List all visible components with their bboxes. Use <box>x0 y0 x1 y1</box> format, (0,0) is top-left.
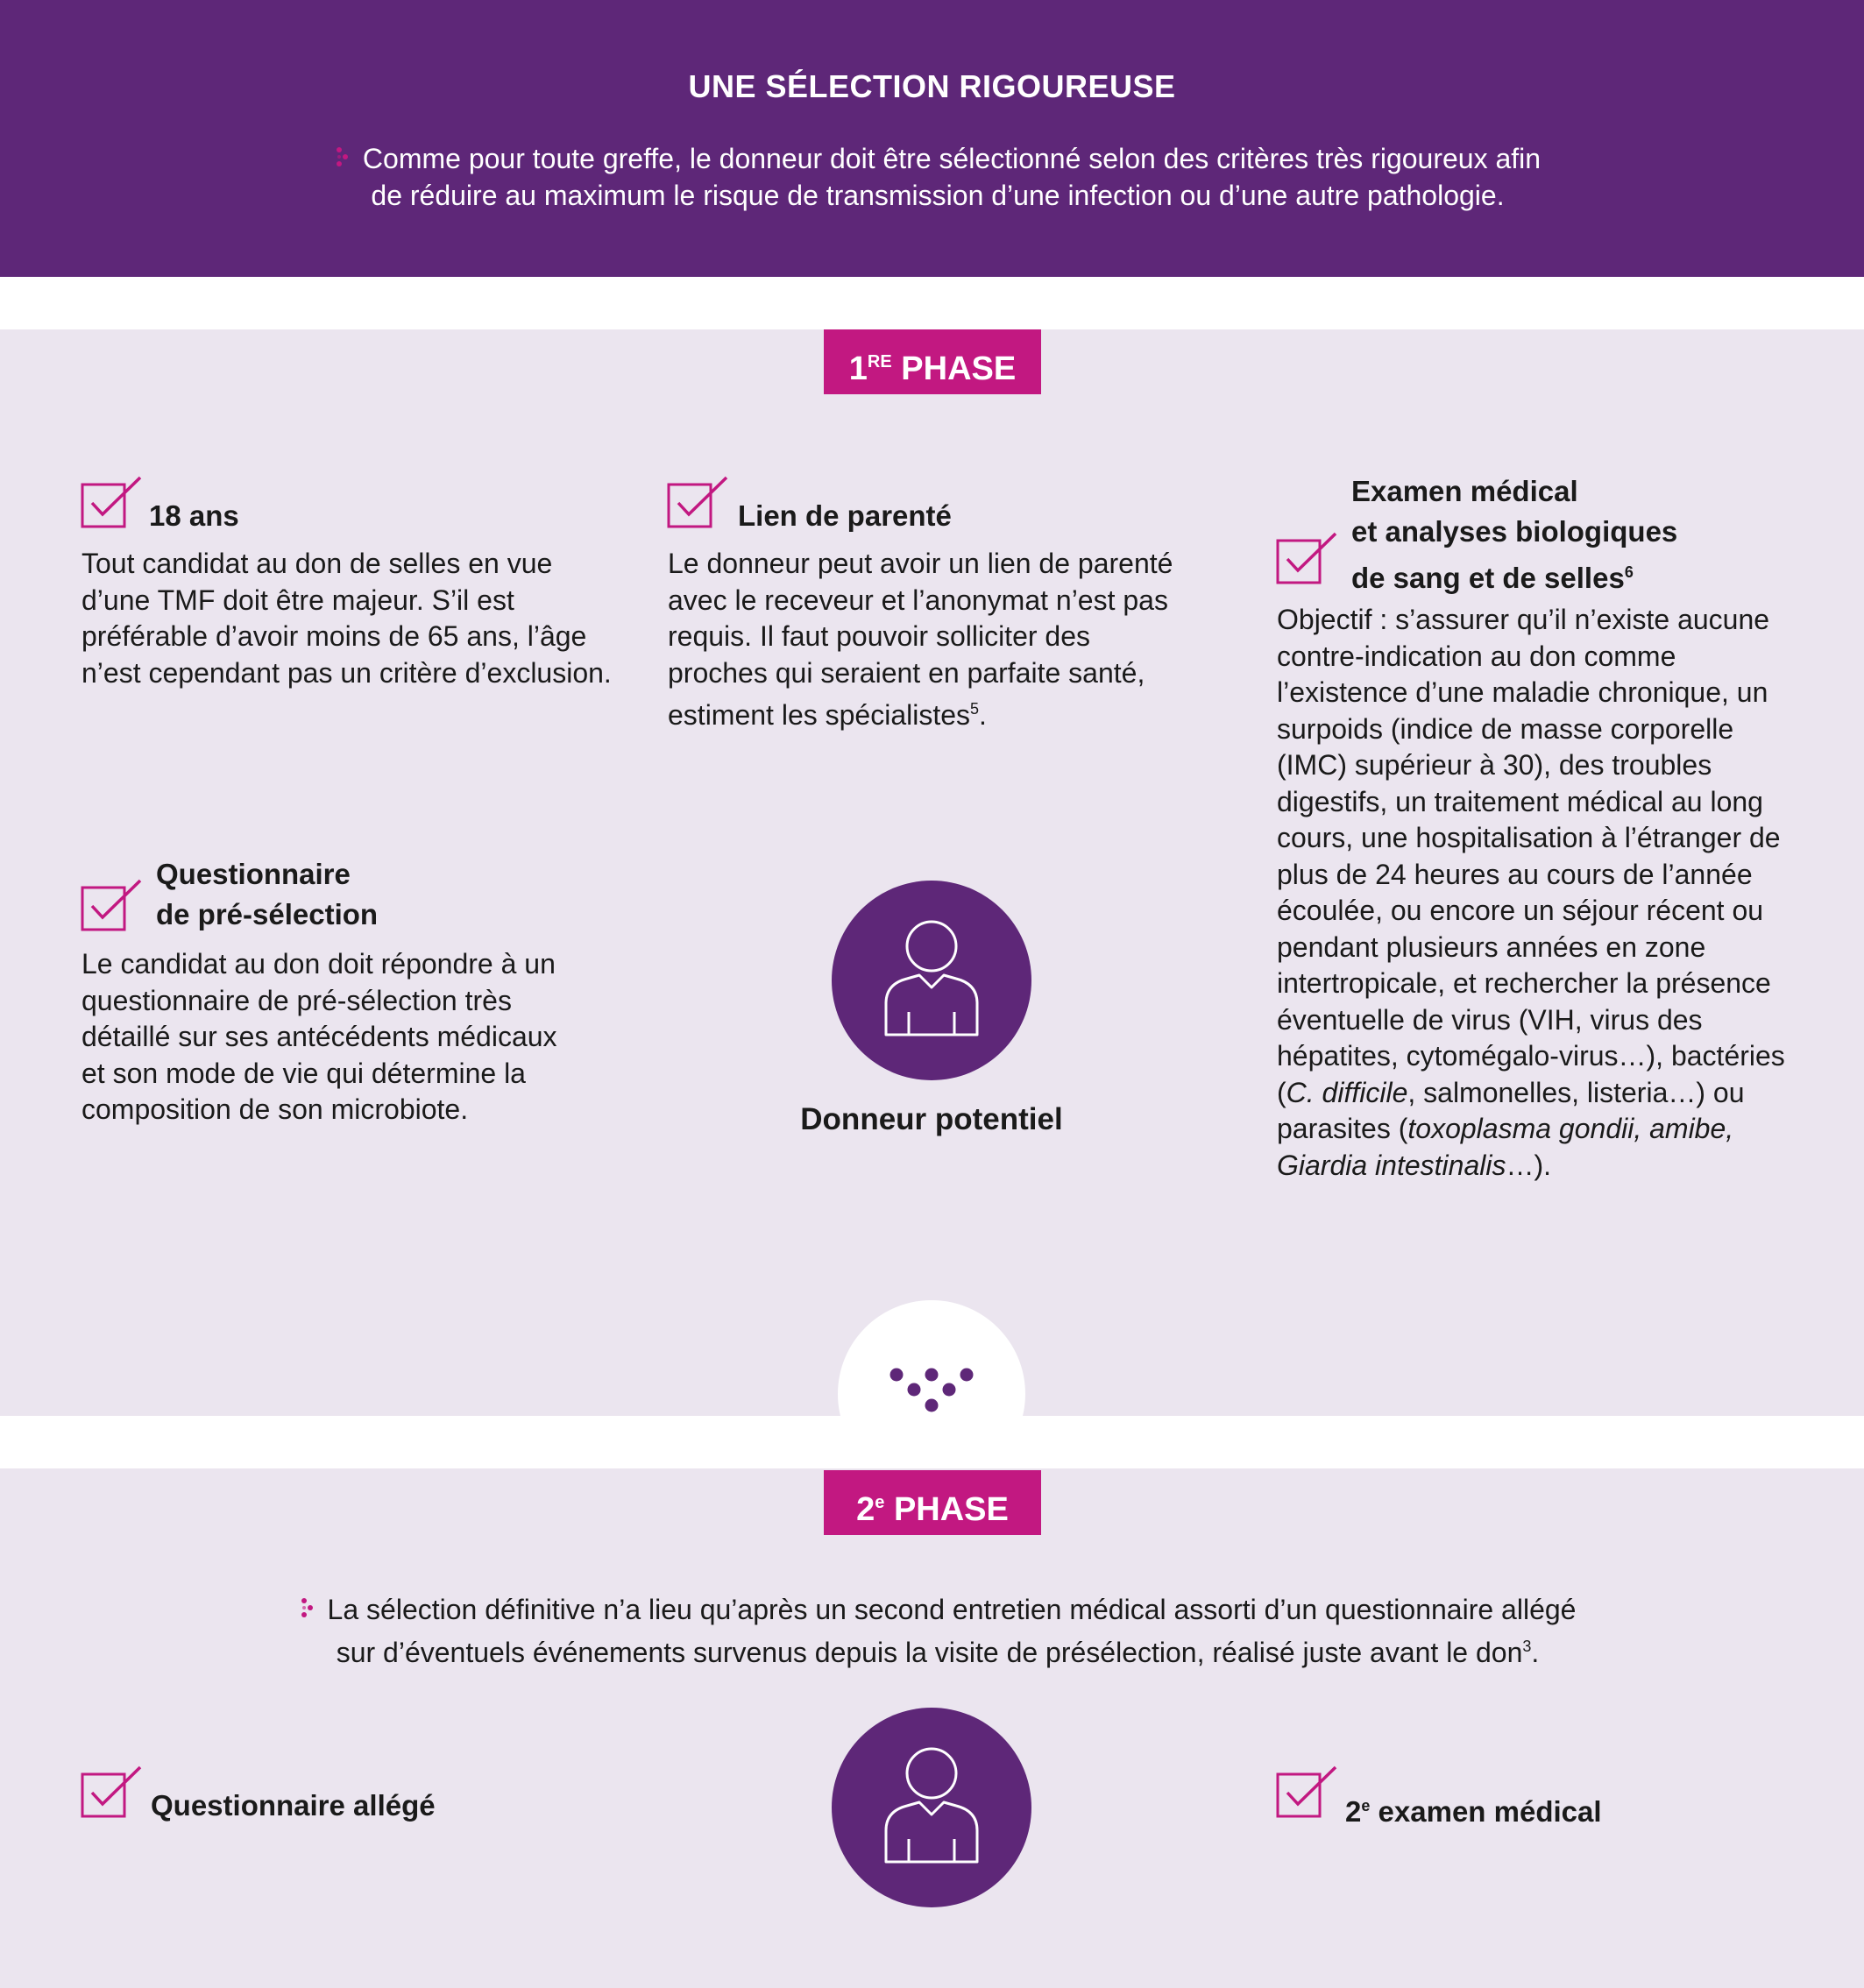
questionnaire-criterion-title-block <box>156 854 612 935</box>
age-criterion-text: Tout candidat au don de selles en vue d’une TMF doit être majeur. S’il est préférable d’avoir moins de 65 ans, l’âge n’est cependant pas un critère d’exclusion. <box>82 548 612 689</box>
checkbox-icon <box>1276 531 1339 585</box>
dots-arrow-icon <box>838 1300 1025 1488</box>
questionnaire-title-line2: de pré-sélection <box>156 898 379 930</box>
parente-sup: 5 <box>970 700 980 718</box>
checkbox-icon <box>81 1765 144 1819</box>
header-intro <box>237 140 1639 214</box>
examen2-sup: e <box>1361 1797 1371 1815</box>
parente-criterion-title: Lien de parenté <box>738 499 952 532</box>
examen2-label: examen médical <box>1378 1795 1602 1828</box>
phase2-intro <box>158 1591 1718 1671</box>
phase2-badge <box>824 1470 1041 1535</box>
examen-criterion-text <box>1277 602 1807 1184</box>
parente-criterion-text <box>668 546 1194 734</box>
phase2-badge-sup: e <box>875 1493 885 1512</box>
checkbox-icon <box>667 475 730 529</box>
donor-avatar-phase2 <box>832 1708 1031 1907</box>
phase2-intro-end: . <box>1531 1637 1540 1668</box>
examen-body-part2: , salmonelles, listeria…) ou parasites ( <box>1277 1076 1745 1144</box>
examen-title-line3-wrap <box>1351 552 1842 598</box>
checkbox-icon <box>81 878 144 932</box>
header-banner <box>0 0 1864 277</box>
examen-title-line3: de sang et de selles <box>1351 562 1625 594</box>
person-icon <box>832 1708 1031 1907</box>
donor-label: Donneur potentiel <box>800 1102 1063 1136</box>
examen-title-sup: 6 <box>1624 563 1634 581</box>
header-intro-line1: Comme pour toute greffe, le donneur doit être sélectionné selon des critères très rigoureux afin <box>362 143 1542 174</box>
phase2-intro-sup: 3 <box>1522 1638 1532 1655</box>
arrow-bullet-icon <box>335 143 356 171</box>
examen-title-line1: Examen médical <box>1351 475 1578 507</box>
phase1-badge <box>824 329 1041 394</box>
examen-body-italic1: C. difficile <box>1286 1076 1408 1108</box>
phase1-badge-sup: RE <box>867 352 892 371</box>
arrow-bullet-icon <box>300 1594 321 1622</box>
questionnaire-allege-label: Questionnaire allégé <box>151 1789 436 1822</box>
phase1-badge-number: 1 <box>848 350 868 387</box>
header-intro-line2: de réduire au maximum le risque de transmission d’une infection ou d’une autre pathologie. <box>371 180 1505 211</box>
phase2-intro-line2: sur d’éventuels événements survenus depuis la visite de présélection, réalisé juste avant le don <box>336 1637 1523 1668</box>
page-title: UNE SÉLECTION RIGOUREUSE <box>688 68 1176 104</box>
checkbox-icon <box>1276 1765 1339 1819</box>
examen-body-italic2: toxoplasma gondii, amibe, Giardia intestinalis <box>1277 1113 1734 1181</box>
parente-criterion-title-block <box>738 496 1176 536</box>
checkbox-icon <box>81 475 144 529</box>
age-criterion-title: 18 ans <box>149 499 239 532</box>
examen-body-part3: …). <box>1506 1149 1551 1181</box>
phase2-badge-label: PHASE <box>893 1491 1009 1528</box>
parente-end: . <box>979 699 987 731</box>
questionnaire-title-line1: Questionnaire <box>156 858 351 890</box>
phase1-badge-label: PHASE <box>901 350 1017 387</box>
age-criterion-title-block <box>149 496 640 536</box>
examen2-number: 2 <box>1345 1795 1362 1828</box>
parente-body: Le donneur peut avoir un lien de parenté avec le receveur et l’anonymat n’est pas requis. Il faut pouvoir solliciter des proches qui seraient en parfaite santé, estiment les spécialistes <box>668 548 1173 731</box>
questionnaire-criterion-text: Le candidat au don doit répondre à un questionnaire de pré-sélection très détaillé sur ses antécédents médicaux et son mode de vie qui détermine la composition de son microbiote. <box>82 948 557 1125</box>
questionnaire-allege-block <box>151 1786 589 1826</box>
person-icon <box>832 881 1031 1080</box>
examen-body-part1: Objectif : s’assurer qu’il n’existe aucune contre-indication au don comme l’existence d’une maladie chronique, un surpoids (indice de masse corporelle (IMC) supérieur à 30), des troubles digestifs, un traitement médical au long cours, une hospitalisation à l’étranger de plus de 24 heures au cours de l’année écoulée, ou encore un séjour récent ou pendant plusieurs années en zone intertropicale, et rechercher la présence éventuelle de virus (VIH, virus des hépatites, cytomégalo-virus…), bactéries ( <box>1277 604 1785 1108</box>
phase-connector <box>838 1300 1025 1488</box>
examen-title-line2: et analyses biologiques <box>1351 515 1678 548</box>
donor-avatar <box>832 881 1031 1080</box>
phase2-badge-number: 2 <box>856 1491 875 1528</box>
phase2-intro-line1: La sélection définitive n’a lieu qu’après un second entretien médical assorti d’un questionnaire allégé <box>327 1594 1577 1625</box>
examen2-block <box>1345 1786 1836 1832</box>
examen-criterion-title-block <box>1351 471 1842 598</box>
examen2-title <box>1345 1786 1836 1832</box>
